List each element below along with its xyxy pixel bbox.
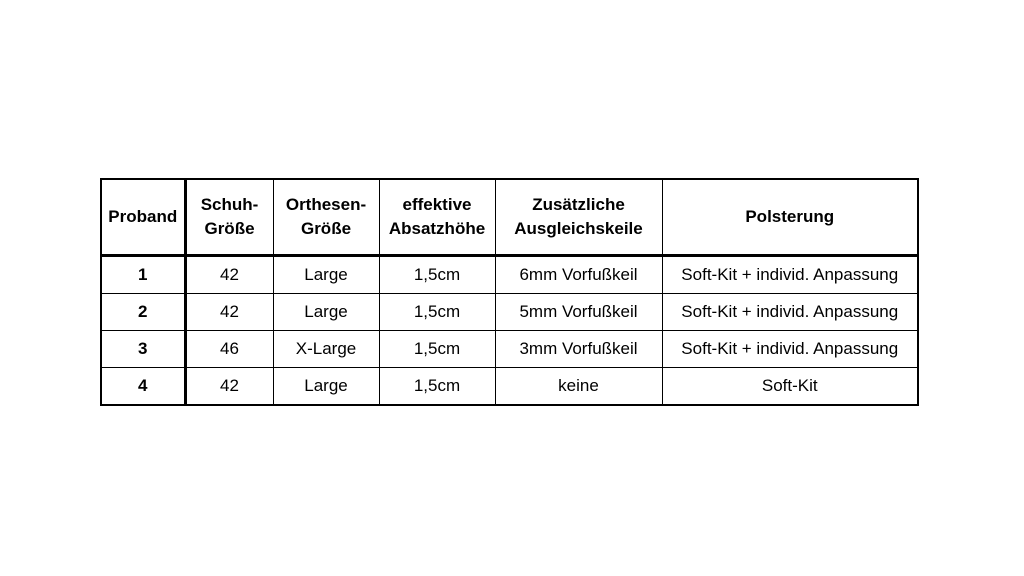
header-row (101, 179, 918, 256)
cell-ausgleichskeile: 3mm Vorfußkeil (495, 331, 662, 368)
cell-orthesen-groesse: X-Large (273, 331, 379, 368)
proband-table (100, 178, 919, 406)
cell-schuh-groesse: 42 (185, 256, 273, 294)
header-schuh-groesse: Schuh- Größe (185, 179, 273, 256)
cell-orthesen-groesse: Large (273, 368, 379, 406)
cell-schuh-groesse: 42 (185, 294, 273, 331)
cell-proband: 2 (101, 294, 185, 331)
cell-polsterung: Soft-Kit + individ. Anpassung (662, 294, 918, 331)
cell-absatzhoehe: 1,5cm (379, 256, 495, 294)
table-row (101, 294, 918, 331)
header-polsterung: Polsterung (662, 179, 918, 256)
header-ausgleichskeile: Zusätzliche Ausgleichskeile (495, 179, 662, 256)
header-orthesen-groesse: Orthesen- Größe (273, 179, 379, 256)
cell-orthesen-groesse: Large (273, 256, 379, 294)
cell-schuh-groesse: 42 (185, 368, 273, 406)
table-row (101, 256, 918, 294)
cell-absatzhoehe: 1,5cm (379, 294, 495, 331)
cell-ausgleichskeile: 5mm Vorfußkeil (495, 294, 662, 331)
cell-absatzhoehe: 1,5cm (379, 331, 495, 368)
header-proband: Proband (101, 179, 185, 256)
cell-ausgleichskeile: 6mm Vorfußkeil (495, 256, 662, 294)
cell-ausgleichskeile: keine (495, 368, 662, 406)
data-table-container (100, 178, 919, 406)
cell-orthesen-groesse: Large (273, 294, 379, 331)
cell-proband: 4 (101, 368, 185, 406)
cell-polsterung: Soft-Kit + individ. Anpassung (662, 331, 918, 368)
table-row (101, 368, 918, 406)
table-row (101, 331, 918, 368)
cell-proband: 3 (101, 331, 185, 368)
cell-proband: 1 (101, 256, 185, 294)
cell-schuh-groesse: 46 (185, 331, 273, 368)
cell-polsterung: Soft-Kit + individ. Anpassung (662, 256, 918, 294)
cell-absatzhoehe: 1,5cm (379, 368, 495, 406)
header-effektive-absatzhoehe: effektive Absatzhöhe (379, 179, 495, 256)
cell-polsterung: Soft-Kit (662, 368, 918, 406)
